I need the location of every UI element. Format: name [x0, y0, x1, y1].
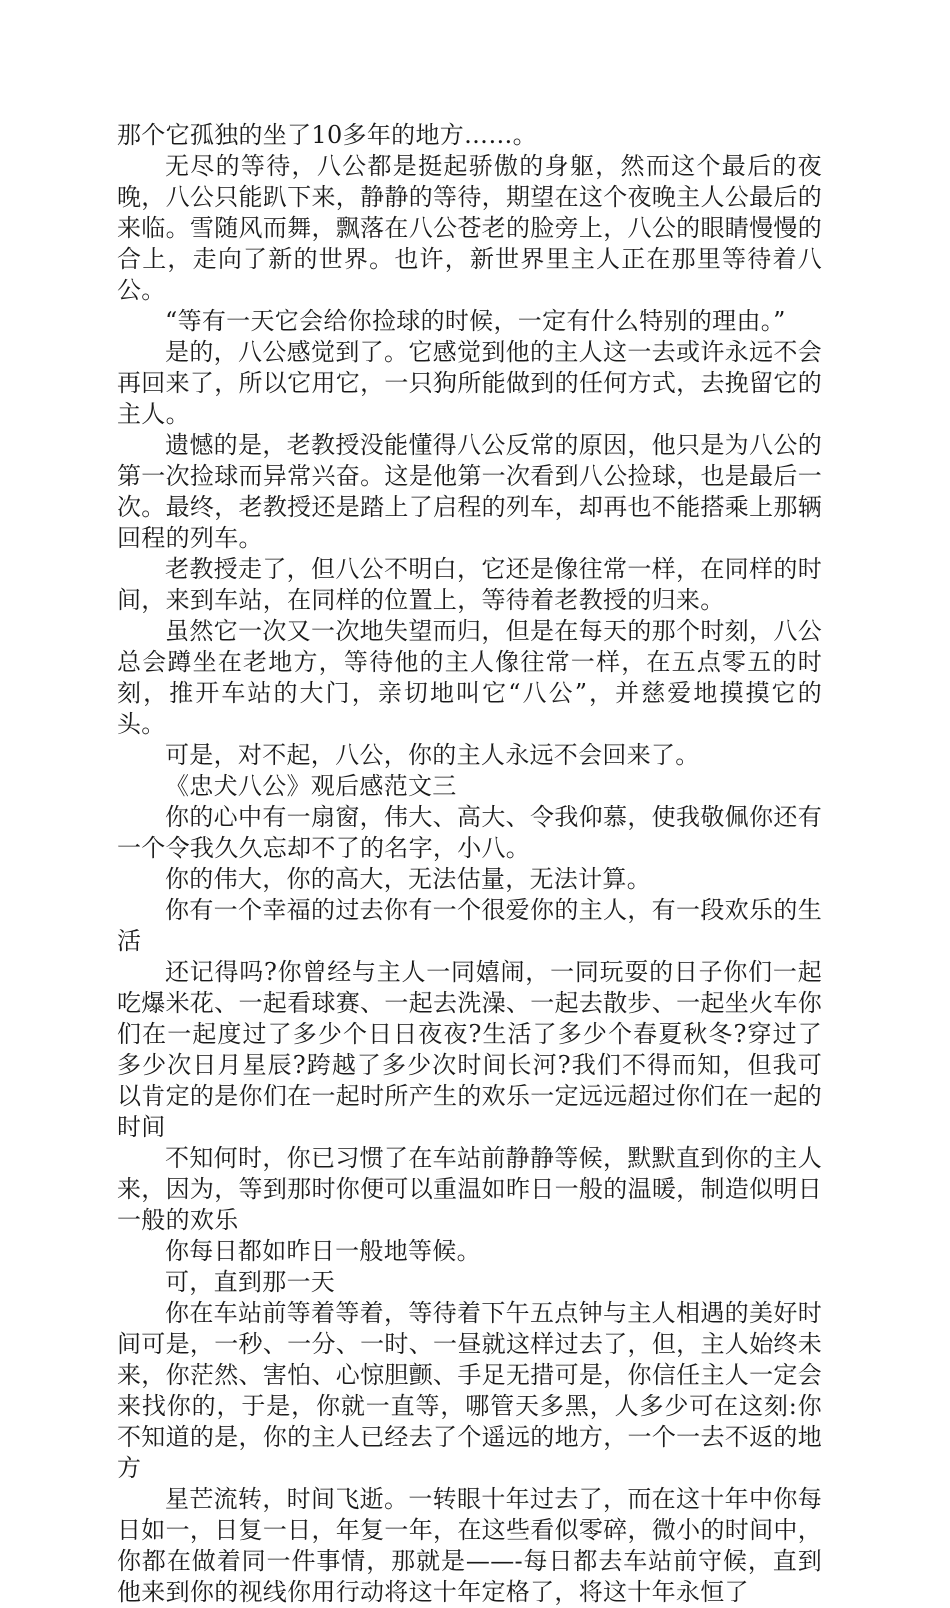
paragraph-17: 你在车站前等着等着，等待着下午五点钟与主人相遇的美好时间可是，一秒、一分、一时、一昼就这样过去了，但，主人始终未来，你茫然、害怕、心惊胆颤、手足无措可是，你信任主人一定会来找你的，于是，你就一直等，哪管天多黑，人多少可在这刻:你不知道的是，你的主人已经去了个遥远的地方，一个一去不返的地方 [117, 1299, 822, 1482]
paragraph-10: 你的心中有一扇窗，伟大、高大、令我仰慕，使我敬佩你还有一个令我久久忘却不了的名字，小八。 [117, 803, 822, 862]
paragraph-18: 星芒流转，时间飞逝。一转眼十年过去了，而在这十年中你每日如一，日复一日，年复一年，在这些看似零碎，微小的时间中，你都在做着同一件事情，那就是——-每日都去车站前守候，直到他来到你的视线你用行动将这十年定格了，将这十年永恒了 [117, 1485, 822, 1606]
paragraph-6: 老教授走了，但八公不明白，它还是像往常一样，在同样的时间，来到车站，在同样的位置上，等待着老教授的归来。 [117, 555, 822, 614]
paragraph-12: 你有一个幸福的过去你有一个很爱你的主人，有一段欢乐的生活 [117, 896, 822, 955]
paragraph-13: 还记得吗?你曾经与主人一同嬉闹，一同玩耍的日子你们一起吃爆米花、一起看球赛、一起去洗澡、一起去散步、一起坐火车你们在一起度过了多少个日日夜夜?生活了多少个春夏秋冬?穿过了多少次日月星辰?跨越了多少次时间长河?我们不得而知，但我可以肯定的是你们在一起时所产生的欢乐一定远远超过你们在一起的时间 [117, 958, 822, 1141]
paragraph-5: 遗憾的是，老教授没能懂得八公反常的原因，他只是为八公的第一次捡球而异常兴奋。这是他第一次看到八公捡球，也是最后一次。最终，老教授还是踏上了启程的列车，却再也不能搭乘上那辆回程的列车。 [117, 431, 822, 552]
paragraph-2: 无尽的等待，八公都是挺起骄傲的身躯，然而这个最后的夜晚，八公只能趴下来，静静的等待，期望在这个夜晚主人公最后的来临。雪随风而舞，飘落在八公苍老的脸旁上，八公的眼睛慢慢的合上，走向了新的世界。也许，新世界里主人正在那里等待着八公。 [117, 152, 822, 304]
paragraph-14: 不知何时，你已习惯了在车站前静静等候，默默直到你的主人来，因为，等到那时你便可以重温如昨日一般的温暖，制造似明日一般的欢乐 [117, 1144, 822, 1234]
document-body [117, 120, 822, 1608]
paragraph-3-quote: “等有一天它会给你捡球的时候，一定有什么特别的理由。” [165, 307, 786, 335]
paragraph-8: 可是，对不起，八公，你的主人永远不会回来了。 [165, 741, 700, 769]
paragraph-1: 那个它孤独的坐了10多年的地方……。 [117, 121, 537, 149]
paragraph-11: 你的伟大，你的高大，无法估量，无法计算。 [165, 865, 651, 893]
paragraph-4: 是的，八公感觉到了。它感觉到他的主人这一去或许永远不会再回来了，所以它用它，一只狗所能做到的任何方式，去挽留它的主人。 [117, 338, 822, 428]
section-heading: 《忠犬八公》观后感范文三 [165, 772, 457, 800]
paragraph-16: 可，直到那一天 [165, 1268, 336, 1296]
paragraph-7: 虽然它一次又一次地失望而归，但是在每天的那个时刻，八公总会蹲坐在老地方，等待他的主人像往常一样，在五点零五的时刻，推开车站的大门，亲切地叫它“八公”，并慈爱地摸摸它的头。 [117, 617, 822, 738]
paragraph-15: 你每日都如昨日一般地等候。 [165, 1237, 481, 1265]
